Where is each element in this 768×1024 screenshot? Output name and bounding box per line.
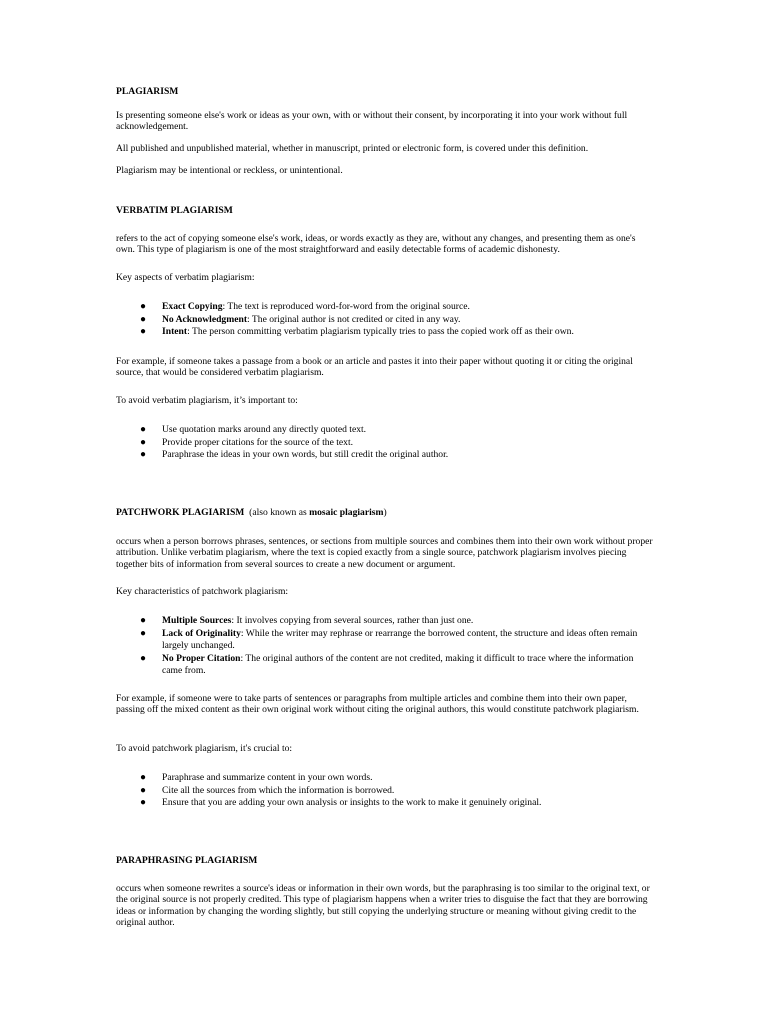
term-desc: : The text is reproduced word-for-word from the original source. (222, 301, 470, 312)
bullet-icon: ● (140, 424, 147, 435)
list-item (116, 326, 656, 339)
patchwork-characteristics-label: Key characteristics of patchwork plagiarism: (116, 586, 289, 597)
list-item-text: Paraphrase the ideas in your own words, but still credit the original author. (162, 449, 449, 460)
list-item-text: Paraphrase and summarize content in your own words. (162, 772, 373, 783)
list-item (116, 424, 656, 437)
bullet-icon: ● (140, 772, 147, 783)
term-desc: : While the writer may rephrase or rearrange the borrowed content, the structure and ideas often remain largely unchanged. (162, 627, 638, 651)
term-desc: : The original author is not credited or cited in any way. (247, 313, 461, 325)
list-item (116, 314, 656, 327)
heading-paraphrasing: PARAPHRASING PLAGIARISM (116, 855, 258, 866)
plagiarism-definition: Is presenting someone else's work or ideas as your own, with or without their consent, by incorporating it into your work without full acknowledgement. (116, 110, 628, 133)
bullet-icon: ● (140, 615, 147, 626)
aka-term: mosaic plagiarism (309, 507, 384, 518)
list-item (116, 785, 656, 798)
verbatim-avoid-label: To avoid verbatim plagiarism, it’s important to: (116, 395, 298, 406)
patchwork-characteristics-list (116, 615, 656, 678)
list-item (116, 797, 656, 810)
list-item (116, 301, 656, 314)
patchwork-avoid-list (116, 772, 656, 810)
paraphrasing-intro: occurs when someone rewrites a source's ideas or information in their own words, but the paraphrasing is too similar to the original text, or the original source is not properly credited. This type of plagiarism happens when a writer tries to disguise the fact that they are borrowing ideas or information by changing the wording slightly, but still copying the underlying structure or meaning without giving credit to the original author. (116, 883, 650, 928)
verbatim-avoid-list (116, 424, 656, 462)
bullet-icon: ● (140, 627, 147, 639)
list-item (116, 615, 656, 628)
verbatim-aspects-list (116, 301, 656, 339)
term-desc: : The original authors of the content are not credited, making it difficult to trace where the information came from. (162, 652, 634, 676)
patchwork-avoid-label: To avoid patchwork plagiarism, it's crucial to: (116, 743, 293, 754)
bullet-icon: ● (140, 326, 147, 337)
term: Lack of Originality (162, 627, 241, 639)
list-item-text: Cite all the sources from which the information is borrowed. (162, 784, 395, 796)
list-item (116, 772, 656, 785)
bullet-icon: ● (140, 797, 147, 808)
list-item-text: Ensure that you are adding your own analysis or insights to the work to make it genuinely original. (162, 797, 542, 808)
list-item-text: Provide proper citations for the source of the text. (162, 436, 354, 448)
list-item-text: Use quotation marks around any directly quoted text. (162, 424, 367, 435)
term: No Proper Citation (162, 652, 241, 664)
list-item (116, 653, 656, 678)
aka-suffix: ) (383, 507, 387, 518)
verbatim-aspects-label: Key aspects of verbatim plagiarism: (116, 272, 255, 283)
aka-prefix: (also known as (249, 507, 310, 518)
verbatim-example: For example, if someone takes a passage from a book or an article and pastes it into their paper without quoting it or citing the original source, that would be considered verbatim plagiarism. (116, 356, 633, 379)
bullet-icon: ● (140, 301, 147, 312)
list-item (116, 449, 656, 462)
heading-patchwork (116, 507, 656, 518)
plagiarism-intent: Plagiarism may be intentional or reckless, or unintentional. (116, 165, 343, 176)
bullet-icon: ● (140, 436, 147, 448)
patchwork-example: For example, if someone were to take parts of sentences or paragraphs from multiple articles and combine them into their own paper, passing off the mixed content as their own original work without citing the original authors, this would constitute patchwork plagiarism. (116, 693, 639, 716)
term-desc: : It involves copying from several sources, rather than just one. (231, 615, 474, 626)
bullet-icon: ● (140, 313, 147, 325)
plagiarism-scope: All published and unpublished material, whether in manuscript, printed or electronic form, is covered under this definition. (116, 143, 589, 154)
heading-plagiarism: PLAGIARISM (116, 86, 179, 97)
bullet-icon: ● (140, 652, 147, 664)
heading-patchwork-text: PATCHWORK PLAGIARISM (116, 507, 245, 518)
verbatim-intro: refers to the act of copying someone else's work, ideas, or words exactly as they are, without any changes, and presenting them as one's own. This type of plagiarism is one of the most straightforward and easily detectable forms of academic dishonesty. (116, 233, 636, 256)
bullet-icon: ● (140, 784, 147, 796)
patchwork-intro: occurs when a person borrows phrases, sentences, or sections from multiple sources and combines them into their own work without proper attribution. Unlike verbatim plagiarism, where the text is copied exactly from a single source, patchwork plagiarism involves piecing together bits of information from several sources to create a new document or argument. (116, 536, 653, 570)
heading-verbatim: VERBATIM PLAGIARISM (116, 205, 233, 216)
list-item (116, 437, 656, 450)
term: No Acknowledgment (162, 313, 248, 325)
term: Exact Copying (162, 301, 223, 312)
term: Multiple Sources (162, 615, 232, 626)
term-desc: : The person committing verbatim plagiarism typically tries to pass the copied work off as their own. (187, 326, 574, 337)
bullet-icon: ● (140, 449, 147, 460)
term: Intent (162, 326, 188, 337)
list-item (116, 628, 656, 653)
